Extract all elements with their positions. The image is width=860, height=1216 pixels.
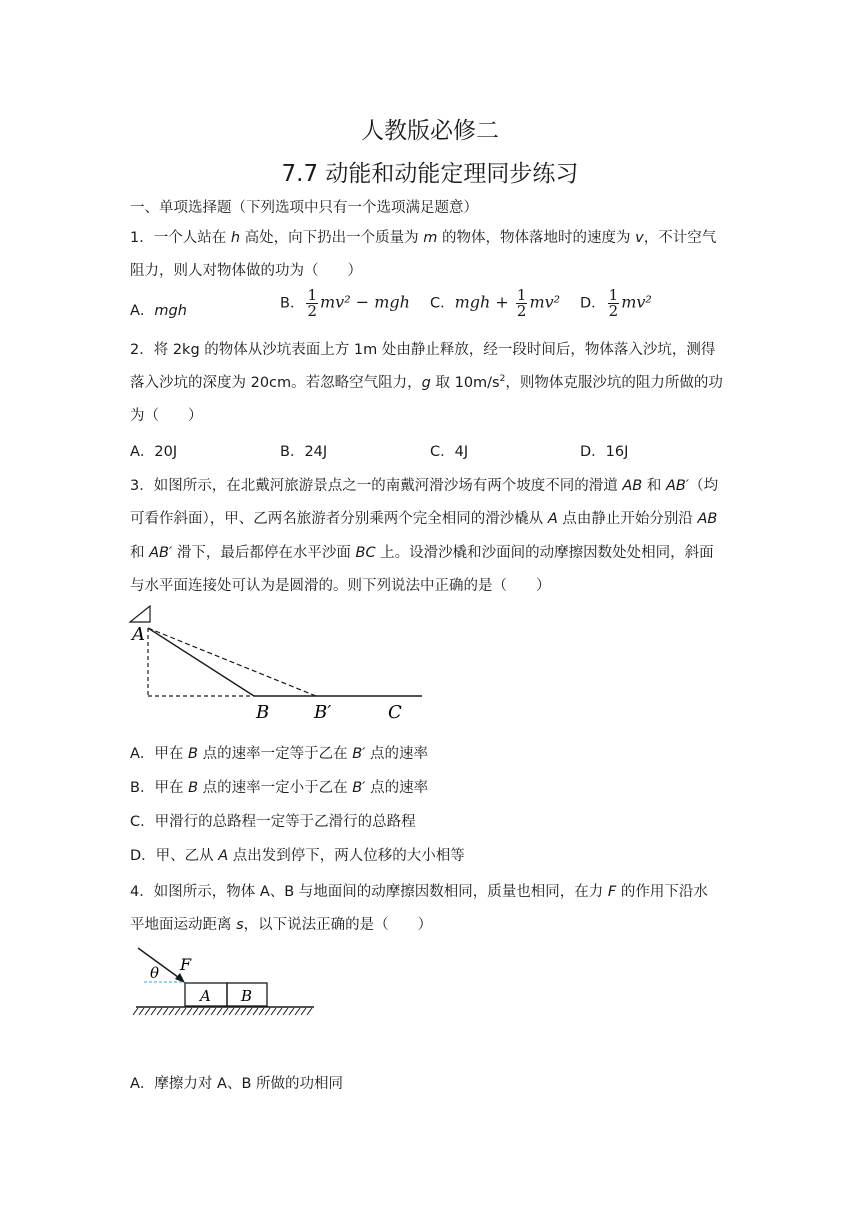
hatch-mark [199,1008,204,1015]
hatch-mark [211,1008,216,1015]
hatch-mark [187,1008,192,1015]
q2-line2: 落入沙坑的深度为 20cm。若忽略空气阻力，g 取 $10m/s^2$，则物体克服沙坑的阻力所做的功 [130,374,723,391]
hatch-mark [301,1008,306,1015]
q3-line4: 与水平面连接处可认为是圆滑的。则下列说法中正确的是（ ） [130,578,551,594]
hatch-mark [259,1008,264,1015]
slide-diagram [120,600,440,730]
q3-line3: 和 AB′ 滑下，最后都停在水平沙面 BC 上。设滑沙橇和沙面间的动摩擦因数处处相同，斜面 [130,545,714,561]
section-heading: 一、单项选择题（下列选项中只有一个选项满足题意） [130,200,478,216]
q1-line2: 阻力，则人对物体做的功为（ ） [130,263,362,279]
hatch-mark [277,1008,282,1015]
ground-hatching [133,1008,312,1015]
hatch-mark [163,1008,168,1015]
q1-option-a[interactable]: A．mgh [130,303,187,319]
label-f: F [180,955,192,974]
hatch-mark [241,1008,246,1015]
hatch-mark [253,1008,258,1015]
hatch-mark [235,1008,240,1015]
hatch-mark [271,1008,276,1015]
force-diagram [130,940,330,1025]
fraction-half: $\frac{1}{2}$ [608,286,619,320]
document-title: 人教版必修二 [361,118,499,144]
label-a: A [132,624,145,645]
hatch-mark [307,1008,312,1015]
q3-option-a[interactable]: A．甲在 B 点的速率一定等于乙在 B′ 点的速率 [130,746,429,762]
hatch-mark [283,1008,288,1015]
hatch-mark [181,1008,186,1015]
label-b-prime: B′ [314,702,332,723]
q2-option-b[interactable]: B．24J [280,444,328,460]
force-line [138,948,182,980]
fraction-half: $\frac{1}{2}$ [516,286,527,320]
hatch-mark [205,1008,210,1015]
hatch-mark [133,1008,138,1015]
q1-option-c[interactable]: C．mgh + $\frac{1}{2}$ mv² [430,286,561,320]
hatch-mark [217,1008,222,1015]
hatch-mark [193,1008,198,1015]
hatch-mark [265,1008,270,1015]
q4-line1: 4．如图所示，物体 A、B 与地面间的动摩擦因数相同，质量也相同，在力 F 的作用下沿水 [130,884,708,900]
hatch-mark [151,1008,156,1015]
label-theta: θ [150,964,160,982]
flag-triangle [130,606,150,622]
hatch-mark [139,1008,144,1015]
label-block-a: A [200,987,211,1005]
q4-line2: 平地面运动距离 s，以下说法正确的是（ ） [130,917,433,933]
q2-option-c[interactable]: C．4J [430,444,469,460]
label-c: C [388,702,402,723]
q2-option-a[interactable]: A．20J [130,444,178,460]
q1-option-b[interactable]: B． $\frac{1}{2}$ mv² − mgh [280,286,410,320]
hatch-mark [223,1008,228,1015]
hatch-mark [289,1008,294,1015]
document-subtitle: 7.7 动能和动能定理同步练习 [281,161,579,187]
hatch-mark [229,1008,234,1015]
q1-option-d[interactable]: D． $\frac{1}{2}$ mv² [580,286,652,320]
hatch-mark [295,1008,300,1015]
q3-line2: 可看作斜面），甲、乙两名旅游者分别乘两个完全相同的滑沙橇从 A 点由静止开始分别沿 AB [130,511,718,527]
q3-line1: 3．如图所示，在北戴河旅游景点之一的南戴河滑沙场有两个坡度不同的滑道 AB 和 AB′（均 [130,478,719,494]
slope-ab [148,628,254,696]
hatch-mark [247,1008,252,1015]
q3-option-c[interactable]: C．甲滑行的总路程一定等于乙滑行的总路程 [130,814,416,830]
hatch-mark [157,1008,162,1015]
q3-option-d[interactable]: D．甲、乙从 A 点出发到停下，两人位移的大小相等 [130,848,465,864]
slope-ab-prime [148,628,316,696]
q2-option-d[interactable]: D．16J [580,444,629,460]
q3-option-b[interactable]: B．甲在 B 点的速率一定小于乙在 B′ 点的速率 [130,780,429,796]
hatch-mark [145,1008,150,1015]
label-b: B [256,702,270,723]
q2-line1: 2．将 2kg 的物体从沙坑表面上方 1m 处由静止释放，经一段时间后，物体落入沙坑，测得 [130,342,716,358]
label-block-b: B [241,987,253,1005]
q2-line3: 为（ ） [130,408,203,424]
q1-line1: 1．一个人站在 h 高处，向下扔出一个质量为 m 的物体，物体落地时的速度为 v，不计空气 [130,230,717,246]
hatch-mark [169,1008,174,1015]
fraction-half: $\frac{1}{2}$ [307,286,317,320]
hatch-mark [175,1008,180,1015]
q4-option-a[interactable]: A．摩擦力对 A、B 所做的功相同 [130,1076,344,1092]
